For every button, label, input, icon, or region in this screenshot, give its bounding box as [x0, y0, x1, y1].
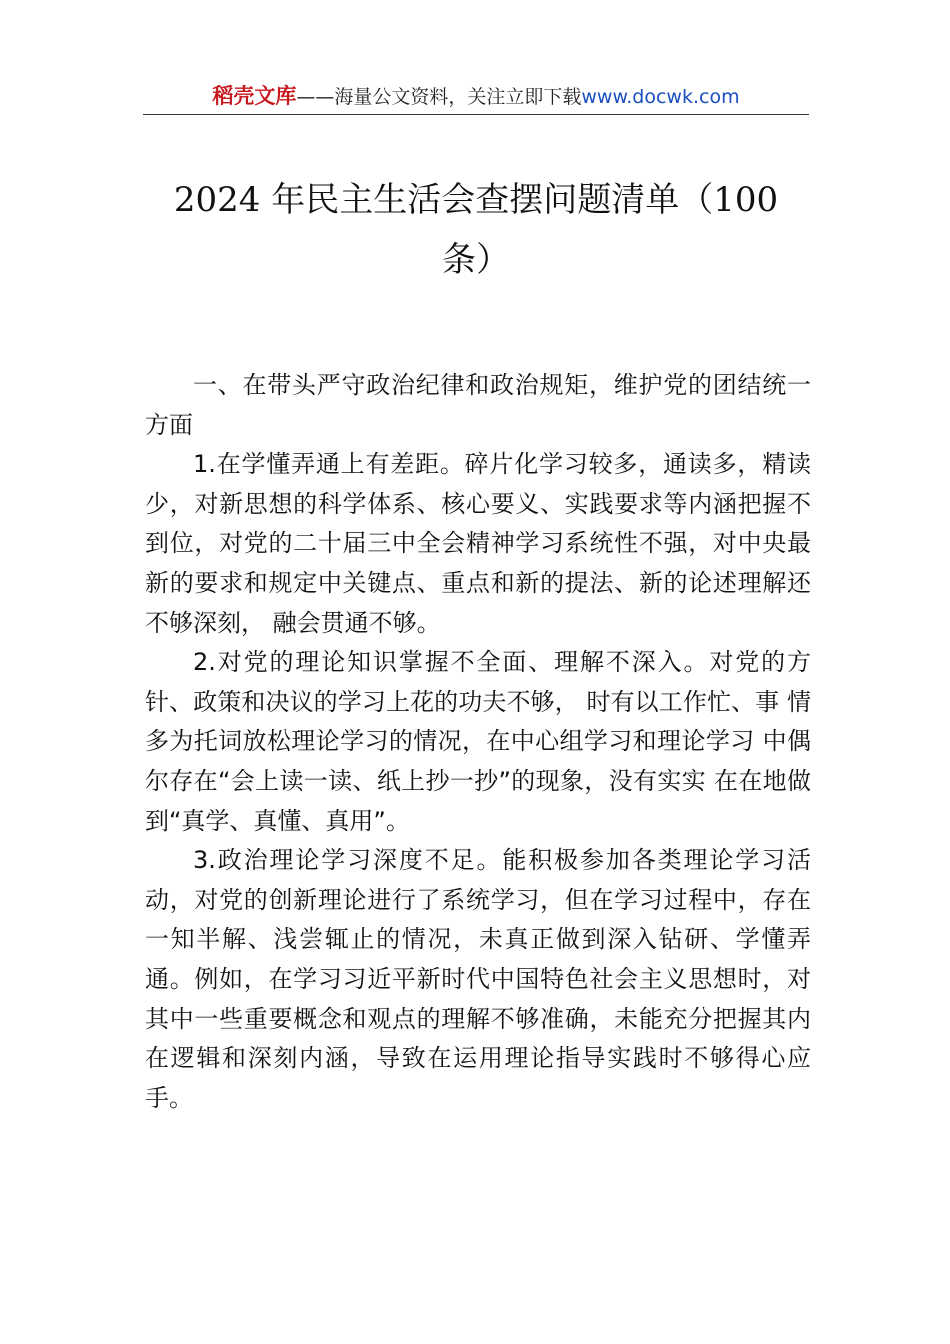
header-divider [143, 114, 809, 115]
paragraph: 1.在学懂弄通上有差距。碎片化学习较多，通读多，精读少，对新思想的科学体系、核心要义、实践要求等内涵把握不到位，对党的二十届三中全会精神学习系统性不强，对中央最新的要求和规定中关键点、重点和新的提法、新的论述理解还不够深刻， 融会贯通不够。 [145, 450, 811, 637]
page-header [143, 82, 809, 114]
paragraph: 3.政治理论学习深度不足。能积极参加各类理论学习活动，对党的创新理论进行了系统学习，但在学习过程中，存在一知半解、浅尝辄止的情况，未真正做到深入钻研、学懂弄通。例如，在学习习近平新时代中国特色社会主义思想时，对其中一些重要概念和观点的理解不够准确，未能充分把握其内在逻辑和深刻内涵，导致在运用理论指导实践时不够得心应手。 [145, 846, 811, 1112]
document-body [145, 366, 811, 1118]
document-title: 2024 年民主生活会查摆问题清单（100 条） [173, 180, 779, 280]
paragraph: 2.对党的理论知识掌握不全面、理解不深入。对党的方针、政策和决议的学习上花的功夫不够， 时有以工作忙、事 情多为托词放松理论学习的情况，在中心组学习和理论学习 中偶尔存在“会上读一读、纸上抄一抄”的现象，没有实实 在在地做到“真学、真懂、真用”。 [145, 648, 811, 835]
header-tagline: ——海量公文资料，关注立即下载 [296, 86, 582, 108]
site-link[interactable]: www.docwk.com [581, 86, 740, 108]
section-heading: 一、在带头严守政治纪律和政治规矩，维护党的团结统一方面 [145, 371, 811, 439]
brand-name: 稻壳文库 [212, 84, 297, 108]
